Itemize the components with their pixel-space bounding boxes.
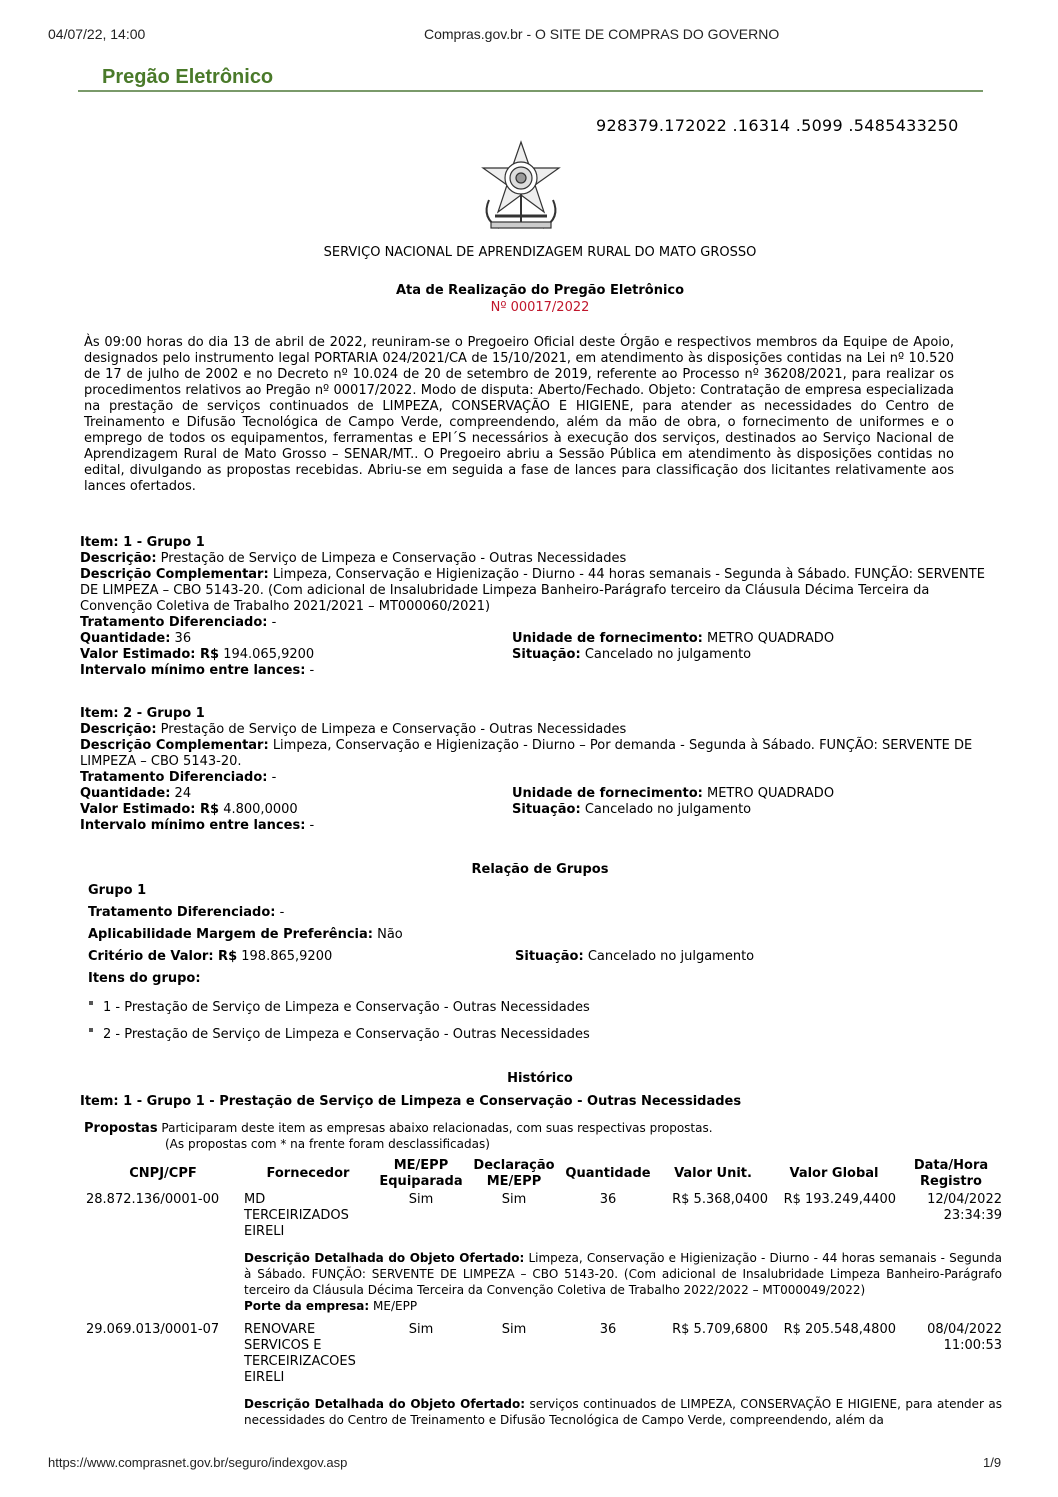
cell-cnpj: 28.872.136/0001-00: [86, 1192, 220, 1207]
quantidade-label: Quantidade:: [80, 631, 171, 646]
footer-page-number: 1/9: [983, 1455, 1002, 1470]
intervalo-label: Intervalo mínimo entre lances:: [80, 818, 306, 833]
item-valor-estimado: 4.800,0000: [223, 802, 298, 817]
ata-number: Nº 00017/2022: [490, 300, 590, 315]
brazil-coat-of-arms-icon: [475, 138, 567, 234]
porte-label: Porte da empresa:: [244, 1299, 370, 1313]
cell-data: 08/04/2022: [927, 1322, 1002, 1337]
section-title: Pregão Eletrônico: [102, 66, 274, 88]
group-situacao-label: Situação:: [515, 949, 584, 964]
list-item: [88, 990, 988, 1019]
item-heading: Item: 2 - Grupo 1: [80, 706, 205, 721]
document-code: 928379.172022 .16314 .5099 .5485433250: [596, 116, 959, 135]
item-situacao: Cancelado no julgamento: [584, 802, 752, 817]
item-valor-estimado: 194.065,9200: [223, 647, 315, 662]
group-block: [88, 880, 988, 1048]
intervalo-label: Intervalo mínimo entre lances:: [80, 663, 306, 678]
descricao-complementar-label: Descrição Complementar:: [80, 738, 269, 753]
descricao-label: Descrição:: [80, 551, 157, 566]
item-intervalo: -: [309, 663, 315, 678]
cell-quantidade: 36: [599, 1192, 617, 1207]
valor-estimado-label: Valor Estimado: R$: [80, 647, 220, 662]
cell-valor-global: R$ 205.548,4800: [783, 1322, 896, 1337]
column-header: Data/Hora Registro: [913, 1158, 989, 1189]
item-unidade: METRO QUADRADO: [706, 786, 835, 801]
desc-text: Limpeza, Conservação e Higienização - Diurno - 44 horas semanais - Segunda à Sábado. FUNÇÃO: SERVENTE DE LIMPEZA – CBO 5143-20. (Com adicional de Insalubridade Limpeza Banheiro-Parágrafo terceiro da Cláusula Décima Terceira da Convenção Coletiva de Trabalho 2022/2022 – MT000049/2022): [244, 1251, 1002, 1297]
bullet-icon: [89, 1001, 93, 1005]
item-tratamento: -: [271, 615, 277, 630]
group-criterio-label: Critério de Valor: R$: [88, 949, 238, 964]
situacao-label: Situação:: [512, 647, 581, 662]
descricao-complementar-label: Descrição Complementar:: [80, 567, 269, 582]
cell-hora: 23:34:39: [943, 1208, 1002, 1223]
tratamento-label: Tratamento Diferenciado:: [80, 770, 268, 785]
situacao-label: Situação:: [512, 802, 581, 817]
item-tratamento: -: [271, 770, 277, 785]
group-itens-label: Itens do grupo:: [88, 971, 201, 986]
propostas-label: Propostas: [84, 1121, 158, 1136]
cell-data: 12/04/2022: [927, 1192, 1002, 1207]
cell-quantidade: 36: [599, 1322, 617, 1337]
tratamento-label: Tratamento Diferenciado:: [80, 615, 268, 630]
cell-valor-global: R$ 193.249,4400: [783, 1192, 896, 1207]
table-row: [84, 1190, 1004, 1242]
bullet-icon: [89, 1028, 93, 1032]
cell-data-hora: [898, 1190, 1004, 1242]
item-situacao: Cancelado no julgamento: [584, 647, 752, 662]
item-unidade: METRO QUADRADO: [706, 631, 835, 646]
quantidade-label: Quantidade:: [80, 786, 171, 801]
column-header: Quantidade: [565, 1166, 651, 1181]
intro-paragraph: Às 09:00 horas do dia 13 de abril de 2022, reuniram-se o Pregoeiro Oficial deste Órgão e respectivos membros da Equipe de Apoio, designados pelo instrumento legal PORTARIA 024/2021/CA de 15/10/2021, em atendimento às disposições contidas na Lei nº 10.520 de 17 de julho de 2002 e no Decreto nº 10.024 de 20 de setembro de 2019, referente ao Processo nº 36208/2021, para realizar os procedimentos relativos ao Pregão nº 00017/2022. Modo de disputa: Aberto/Fechado. Objeto: Contratação de empresa especializada na prestação de serviços continuados de LIMPEZA, CONSERVAÇÃO E HIGIENE, para atender as necessidades do Centro de Treinamento e Difusão Tecnológica de Campo Verde, compreendendo, além da mão de obra, o fornecimento de uniformes e o emprego de todos os equipamentos, ferramentas e EPI´S necessários à execução dos serviços, destinados ao Serviço Nacional de Aprendizagem Rural de Mato Grosso – SENAR/MT.. O Pregoeiro abriu a Sessão Pública em atendimento às disposições contidas no edital, divulgando as propostas recebidas. Abriu-se em seguida a fase de lances para classificação dos licitantes relativamente aos lances ofertados.: [84, 335, 954, 494]
footer-url[interactable]: https://www.comprasnet.gov.br/seguro/indexgov.asp: [48, 1455, 348, 1470]
porte-value: ME/EPP: [373, 1299, 418, 1313]
cell-fornecedor: RENOVARE SERVICOS E TERCEIRIZACOES EIRELI: [244, 1322, 356, 1385]
cell-fornecedor: MD TERCEIRIZADOS EIRELI: [244, 1192, 349, 1239]
group-margem-value: Não: [377, 927, 403, 942]
cell-me-epp: Sim: [408, 1192, 434, 1207]
detail-cell: [242, 1388, 1004, 1430]
item-descricao-complementar: Limpeza, Conservação e Higienização - Diurno – Por demanda - Segunda à Sábado. FUNÇÃO: SERVENTE DE LIMPEZA – CBO 5143-20.: [80, 738, 973, 769]
propostas-text: Participaram deste item as empresas abaixo relacionadas, com suas respectivas propostas.: [161, 1121, 713, 1135]
group-margem-label: Aplicabilidade Margem de Preferência:: [88, 927, 373, 942]
groups-section-title: Relação de Grupos: [471, 862, 609, 877]
desc-label: Descrição Detalhada do Objeto Ofertado:: [244, 1251, 525, 1265]
detail-cell: [242, 1242, 1004, 1316]
group-tratamento-value: -: [279, 905, 285, 920]
proposals-table: [84, 1158, 1004, 1430]
item-descricao: Prestação de Serviço de Limpeza e Conservação - Outras Necessidades: [160, 551, 627, 566]
item-quantidade: 36: [174, 631, 192, 646]
valor-estimado-label: Valor Estimado: R$: [80, 802, 220, 817]
desc-text: serviços continuados de LIMPEZA, CONSERVAÇÃO E HIGIENE, para atender as necessidades do Centro de Treinamento e Difusão Tecnológica de Campo Verde, compreendendo, além da: [244, 1397, 1002, 1427]
cell-cnpj: 29.069.013/0001-07: [86, 1322, 220, 1337]
historico-title: Histórico: [507, 1071, 573, 1086]
title-divider: [78, 90, 983, 92]
unidade-label: Unidade de fornecimento:: [512, 631, 703, 646]
column-header: Valor Global: [789, 1166, 879, 1181]
column-header: Fornecedor: [266, 1166, 350, 1181]
print-page-title: Compras.gov.br - O SITE DE COMPRAS DO GOVERNO: [424, 26, 780, 42]
descricao-label: Descrição:: [80, 722, 157, 737]
table-row-detail: [84, 1388, 1004, 1430]
cell-data-hora: [898, 1316, 1004, 1388]
table-row-detail: [84, 1242, 1004, 1316]
column-header: Valor Unit.: [674, 1166, 752, 1181]
cell-declaracao: Sim: [501, 1322, 527, 1337]
group-situacao-value: Cancelado no julgamento: [587, 949, 755, 964]
cell-declaracao: Sim: [501, 1192, 527, 1207]
cell-hora: 11:00:53: [943, 1338, 1002, 1353]
item-block: [80, 535, 1000, 679]
table-header-row: [84, 1158, 1004, 1190]
historico-item-heading: Item: 1 - Grupo 1 - Prestação de Serviço de Limpeza e Conservação - Outras Necessidades: [80, 1094, 742, 1109]
column-header: ME/EPP Equiparada: [379, 1158, 463, 1189]
item-quantidade: 24: [174, 786, 192, 801]
group-tratamento-label: Tratamento Diferenciado:: [88, 905, 276, 920]
organization-name: SERVIÇO NACIONAL DE APRENDIZAGEM RURAL DO MATO GROSSO: [323, 245, 757, 260]
list-item: [88, 1019, 988, 1048]
ata-title: Ata de Realização do Pregão Eletrônico: [395, 283, 685, 298]
group-name: Grupo 1: [88, 883, 147, 898]
propostas-note: (As propostas com * na frente foram desclassificadas): [165, 1137, 490, 1151]
print-datetime: 04/07/22, 14:00: [48, 26, 146, 42]
cell-me-epp: Sim: [408, 1322, 434, 1337]
item-intervalo: -: [309, 818, 315, 833]
cell-valor-unit: R$ 5.709,6800: [672, 1322, 768, 1337]
item-heading: Item: 1 - Grupo 1: [80, 535, 205, 550]
column-header: CNPJ/CPF: [129, 1166, 197, 1181]
cell-valor-unit: R$ 5.368,0400: [672, 1192, 768, 1207]
table-row: [84, 1316, 1004, 1388]
group-item-text: 1 - Prestação de Serviço de Limpeza e Conservação - Outras Necessidades: [103, 1000, 590, 1015]
propostas-intro: [84, 1121, 713, 1136]
item-descricao-complementar: Limpeza, Conservação e Higienização - Diurno - 44 horas semanais - Segunda à Sábado. FUNÇÃO: SERVENTE DE LIMPEZA – CBO 5143-20. (Com adicional de Insalubridade Limpeza Banheiro-Parágrafo terceiro da Cláusula Décima Terceira da Convenção Coletiva de Trabalho 2021/2021 – MT000060/2021): [80, 567, 985, 614]
desc-label: Descrição Detalhada do Objeto Ofertado:: [244, 1397, 526, 1411]
group-item-text: 2 - Prestação de Serviço de Limpeza e Conservação - Outras Necessidades: [103, 1027, 590, 1042]
item-block: [80, 706, 1000, 834]
unidade-label: Unidade de fornecimento:: [512, 786, 703, 801]
group-criterio-value: 198.865,9200: [241, 949, 333, 964]
footer-area: [0, 1444, 1058, 1497]
item-descricao: Prestação de Serviço de Limpeza e Conservação - Outras Necessidades: [160, 722, 627, 737]
column-header: Declaração ME/EPP: [473, 1158, 555, 1189]
